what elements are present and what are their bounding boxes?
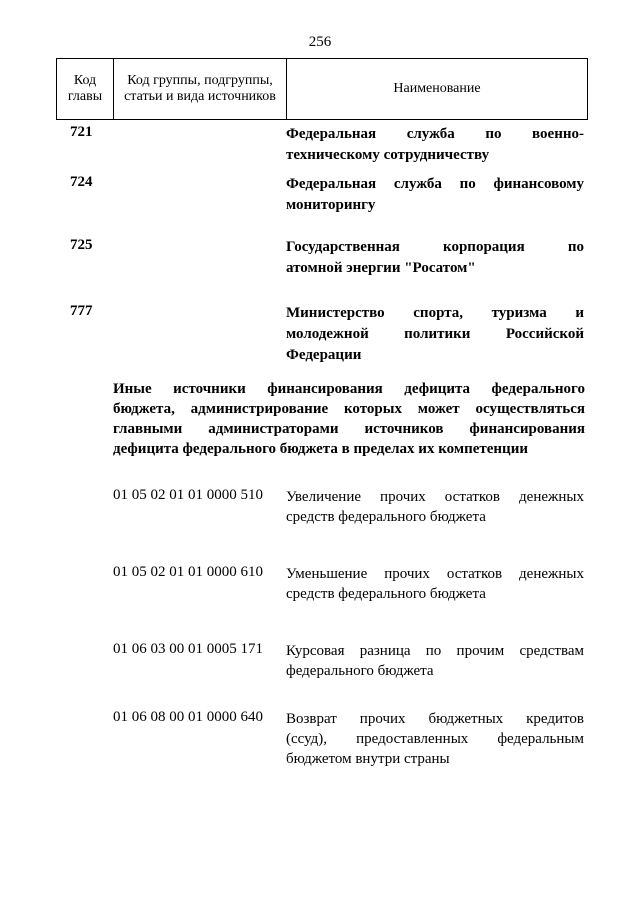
source-name-line: средств федерального бюджета (286, 586, 486, 602)
chapter-name (286, 237, 584, 279)
chapter-name-line: Федерации (286, 347, 362, 363)
chapter-name-line: Федеральная служба по финансовому (286, 176, 584, 192)
source-name-line: бюджетом внутри страны (286, 751, 450, 767)
table-header (56, 58, 588, 120)
source-code: 01 05 02 01 01 0000 610 (113, 564, 263, 580)
source-name (286, 709, 584, 769)
source-code: 01 06 03 00 01 0005 171 (113, 641, 263, 657)
source-name-line: Возврат прочих бюджетных кредитов (286, 711, 584, 727)
page-number: 256 (308, 34, 332, 50)
source-code: 01 05 02 01 01 0000 510 (113, 487, 263, 503)
chapter-name (286, 303, 584, 366)
chapter-name-line: Федеральная служба по военно- (286, 126, 584, 142)
chapter-name-line: атомной энергии "Росатом" (286, 260, 476, 276)
section-heading-line: Иные источники финансирования дефицита федерального (113, 381, 585, 397)
source-code: 01 06 08 00 01 0000 640 (113, 709, 263, 725)
section-heading (113, 379, 585, 459)
chapter-name-line: Государственная корпорация по (286, 239, 584, 255)
source-name (286, 641, 584, 681)
source-name-line: Увеличение прочих остатков денежных (286, 489, 584, 505)
chapter-name-line: техническому сотрудничеству (286, 147, 490, 163)
chapter-name-line: Министерство спорта, туризма и (286, 305, 584, 321)
chapter-code: 721 (70, 124, 93, 140)
source-name-line: Уменьшение прочих остатков денежных (286, 566, 584, 582)
source-name (286, 564, 584, 604)
chapter-name (286, 174, 584, 216)
source-name-line: средств федерального бюджета (286, 509, 486, 525)
source-name-line: (ссуд), предоставленных федеральным (286, 731, 584, 747)
source-name-line: Курсовая разница по прочим средствам (286, 643, 584, 659)
section-heading-line: дефицита федерального бюджета в пределах их компетенции (113, 441, 528, 457)
chapter-code: 777 (70, 303, 93, 319)
chapter-name (286, 124, 584, 166)
header-source-code: Код группы, подгруппы, статьи и вида источников (114, 59, 287, 119)
header-chapter-code: Код главы (57, 59, 114, 119)
source-name-line: федерального бюджета (286, 663, 434, 679)
section-heading-line: главными администраторами источников финансирования (113, 421, 585, 437)
chapter-name-line: молодежной политики Российской (286, 326, 584, 342)
header-name: Наименование (393, 81, 481, 96)
section-heading-line: бюджета, администрирование которых может осуществляться (113, 401, 585, 417)
chapter-code: 724 (70, 174, 93, 190)
chapter-code: 725 (70, 237, 93, 253)
source-name (286, 487, 584, 527)
chapter-name-line: мониторингу (286, 197, 376, 213)
